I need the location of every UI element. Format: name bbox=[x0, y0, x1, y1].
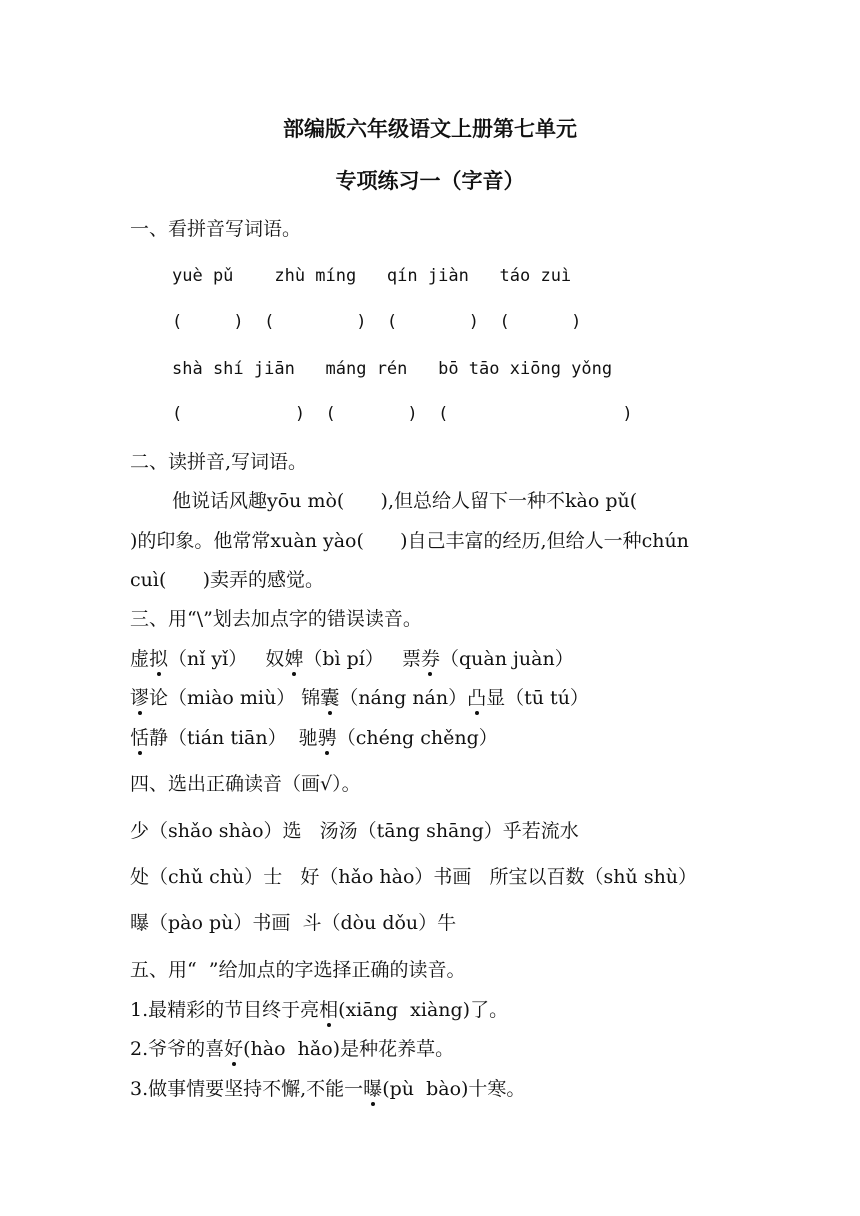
section-2-heading: 二、读拼音,写词语。 bbox=[130, 451, 308, 473]
section-4-line-1: 少（shǎo shào）选 汤汤（tāng shāng）乎若流水 bbox=[130, 820, 579, 842]
section-3-heading: 三、用“\”划去加点字的错误读音。 bbox=[130, 608, 422, 630]
pinyin-row-2: shà shí jiān máng rén bō tāo xiōng yǒng bbox=[172, 359, 613, 379]
section-4-line-2: 处（chǔ chù）士 好（hǎo hào）书画 所宝以百数（shǔ shù） bbox=[130, 866, 698, 888]
section-1-heading: 一、看拼音写词语。 bbox=[130, 218, 302, 240]
section-2-line-3: cuì( )卖弄的感觉。 bbox=[130, 569, 325, 591]
section-3-row-1: 虚拟（nǐ yǐ） 奴婢（bì pí） 票券（quàn juàn） bbox=[130, 648, 574, 670]
section-5-q2: 2.爷爷的喜好(hào hǎo)是种花养草。 bbox=[130, 1038, 455, 1060]
section-5-q3: 3.做事情要坚持不懈,不能一曝(pù bào)十寒。 bbox=[130, 1078, 526, 1100]
section-5-q1: 1.最精彩的节目终于亮相(xiāng xiàng)了。 bbox=[130, 999, 509, 1021]
page-subtitle: 专项练习一（字音） bbox=[335, 168, 525, 193]
blank-row-2: ( ) ( ) ( ) bbox=[172, 404, 633, 424]
section-3-row-2: 谬论（miào miù） 锦囊（náng nán）凸显（tū tú） bbox=[130, 687, 589, 709]
page-title: 部编版六年级语文上册第七单元 bbox=[283, 116, 577, 141]
section-2-line-1: 他说话风趣yōu mò( ),但总给人留下一种不kào pǔ( bbox=[172, 490, 638, 512]
pinyin-row-1: yuè pǔ zhù míng qín jiàn táo zuì bbox=[172, 266, 572, 286]
section-3-row-3: 恬静（tián tiān） 驰骋（chéng chěng） bbox=[130, 727, 498, 749]
section-4-heading: 四、选出正确读音（画√）。 bbox=[130, 773, 361, 795]
section-2-line-2: )的印象。他常常xuàn yào( )自己丰富的经历,但给人一种chún bbox=[130, 530, 689, 552]
section-5-heading: 五、用“ ”给加点的字选择正确的读音。 bbox=[130, 959, 466, 981]
blank-row-1: ( ) ( ) ( ) ( ) bbox=[172, 312, 582, 332]
section-4-line-3: 曝（pào pù）书画 斗（dòu dǒu）牛 bbox=[130, 912, 457, 934]
